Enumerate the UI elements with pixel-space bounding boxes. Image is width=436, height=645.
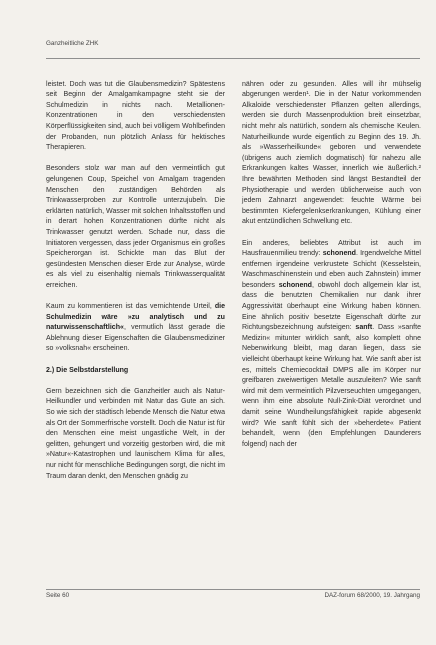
page-number: Seite 60 xyxy=(46,592,70,599)
right-paragraph-2 xyxy=(242,239,421,451)
footer-rule xyxy=(46,589,420,590)
right-p2-e: . Dass »sanfte Medizin« mitunter wirklich sanft, also komplett ohne Nebenwirkung bleibt, mag daran liegen, dass sie vielleicht überhaupt keine Wirkung hat. Wie sanft aber ist es, mittels Chemiecocktail DMPS alle im Körper nur greifbaren zweiwertigen Metalle auszuleiten? Wie sanft wird mit dem vermeintlich Pilzverseuchten umgegangen, wenn ihm eine absolute Null-Zink-Diät verordnet und damit seine Wundheilungsfähigkeit rapide abgesenkt wird? Wie sanft fühlt sich der »beherdete« Patient behandelt, wenn (den Empfehlungen Daunderers folgend) nach der xyxy=(242,324,421,448)
section-heading: 2.) Die Selbstdarstellung xyxy=(46,366,129,374)
left-paragraph-3-post: , vermutlich lässt gerade die Ablehnung dieser Eigenschaften die Glaubensmediziner so »volksnah« erscheinen. xyxy=(46,324,225,353)
right-column xyxy=(242,69,421,461)
right-p2-bold-2: schonend xyxy=(278,281,312,289)
left-paragraph-2 xyxy=(46,164,225,291)
header-rule xyxy=(46,58,420,59)
right-paragraph-1: nähren oder zu gesunden. Alles will ihr mühselig abgerungen werden¹. Die in der Natur vorkommenden Alkaloide verschiedenster Pflanzen gelten allerdings, werden sie durch Massenproduktion breit einsetzbar, nicht mehr als natürlich, sondern als chemische Keulen. Naturheilkunde wurde eigentlich zu Beginn des 19. Jh. als »Wasserheilkunde« geboren und verwendete (übrigens auch ziemlich dogmatisch) für nahezu alle Erkrankungen kaltes Wasser, innerlich wie äußerlich.² Ihre bewährten Methoden sind längst Bestandteil der Physiotherapie und werden üblicherweise auch von jedem Zahnarzt angewendet: feuchte Wärme bei bestimmten Kiefergelenkserkrankungen, Kühlung einer akut entzündlichen Schwellung etc. xyxy=(242,80,421,226)
right-p2-bold-3: sanft xyxy=(355,324,373,332)
left-paragraph-3 xyxy=(46,302,225,355)
left-column xyxy=(46,69,225,493)
right-p2-c: . Irgendwelche Mittel entfernen irgendeine verkrustete Schicht (Kesselstein, Waschmaschinenstein und eben auch Zahnstein) immer besonders xyxy=(242,250,421,289)
left-paragraph-2-text: Besonders stolz war man auf den vermeintlich gut gelungenen Coup, Speichel von Amalgam tragenden Menschen den zuständigen Behörden als Trinkwasserproben zur Kontrolle unterzujubeln. Die erklärten natürlich, Wasser mit solchen Inhaltsstoffen und in derart hohen Konzentrationen dürfte nicht als Trinkwasser genutzt werden. Schade nur, dass die Initiatoren vergessen, dass jeder Organismus ein großes Speicherorgan ist. Schickte man das Blut der gesündesten Menschen dieser Erde zur Analyse, würde es als viel zu eisenhaltig niemals Trinkwasserqualität erreichen. xyxy=(46,165,225,289)
left-paragraph-1: leistet. Doch was tut die Glaubensmedizin? Spätestens seit Beginn der Amalgamkampagne steht sie der Schulmedizin in nichts nach. Metallionen-Konzentrationen in den verschiedensten Körperflüssigkeiten sind, auch bei völligem Wohlbefinden der Probanden, nun plötzlich Anlass für hektisches Therapieren. xyxy=(46,80,225,152)
left-paragraph-3-pre: Kaum zu kommentieren ist das vernichtende Urteil, xyxy=(46,303,215,311)
left-paragraph-3-bold: die Schulmedizin wäre »zu analytisch und zu naturwissenschaftlich« xyxy=(46,303,225,332)
right-p2-d: , obwohl doch allgemein klar ist, dass die benutzten Chemikalien nur dank ihrer Aggressivität überhaupt eine Wirkung haben können. Eine ähnlich positiv besetzte Eigenschaft dürfte zur Richtungsbezeichnung aufsteigen: xyxy=(242,281,421,332)
right-p2-bold-1: schonend xyxy=(322,250,356,258)
running-header: Ganzheitliche ZHK xyxy=(46,40,99,47)
right-p2-a: Ein anderes, beliebtes Attribut ist auch im Hausfrauenmilieu trendy: xyxy=(242,239,421,258)
journal-citation: DAZ-forum 68/2000, 19. Jahrgang xyxy=(324,592,420,599)
left-paragraph-4: Gern bezeichnen sich die Ganzheitler auch als Natur-Heilkundler und verbinden mit Natur das Gute an sich. So wie sich der städtisch lebende Mensch die Natur etwa als Ort der Sommerfrische vorstellt. Doch die Natur ist für den Menschen eine meist ungastliche Welt, in der gelitten, gehungert und vorzeitig gestorben wird, die mit »Natur«-Katastrophen und launischem Klima für alles, nur nicht für menschliche Bedingungen sorgt, die nicht im Traum daran denkt, den Menschen gnädig zu xyxy=(46,387,226,480)
